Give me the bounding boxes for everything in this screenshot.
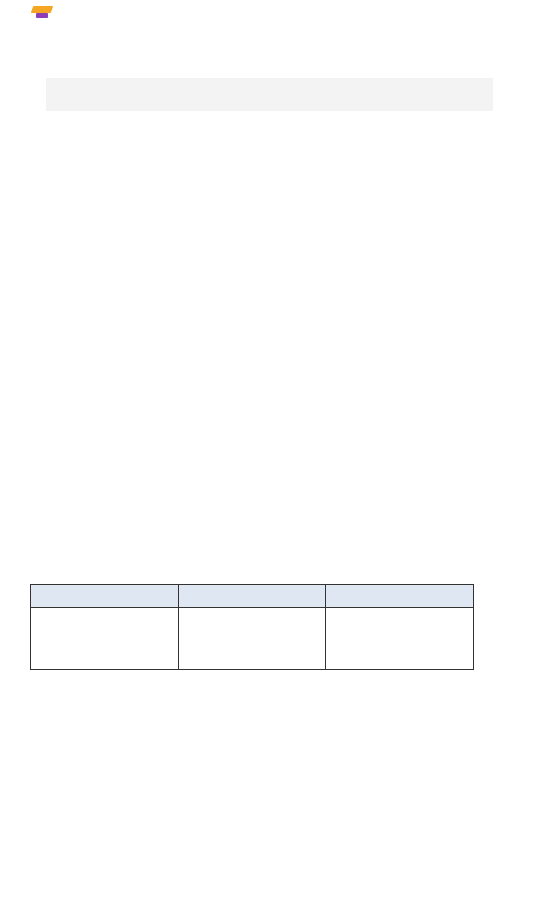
table-cell — [31, 608, 178, 669]
page-title — [46, 78, 493, 111]
table-column — [326, 585, 473, 669]
logo-mark-icon — [30, 4, 54, 20]
banner-bottom-red — [158, 111, 493, 125]
banner-top-yellow — [381, 64, 493, 78]
selection-rank-table — [30, 584, 474, 670]
table-header — [31, 585, 178, 608]
table-header — [179, 585, 326, 608]
table-cell — [179, 608, 326, 669]
table-column — [179, 585, 327, 669]
logo — [30, 2, 58, 22]
table-column — [31, 585, 179, 669]
title-banner — [46, 64, 493, 126]
banner-bottom-green — [46, 111, 158, 125]
banner-top-blue — [46, 64, 381, 78]
table-cell — [326, 608, 473, 669]
banner-bottom-bar — [46, 111, 493, 125]
table-header — [326, 585, 473, 608]
banner-top-bar — [46, 64, 493, 78]
